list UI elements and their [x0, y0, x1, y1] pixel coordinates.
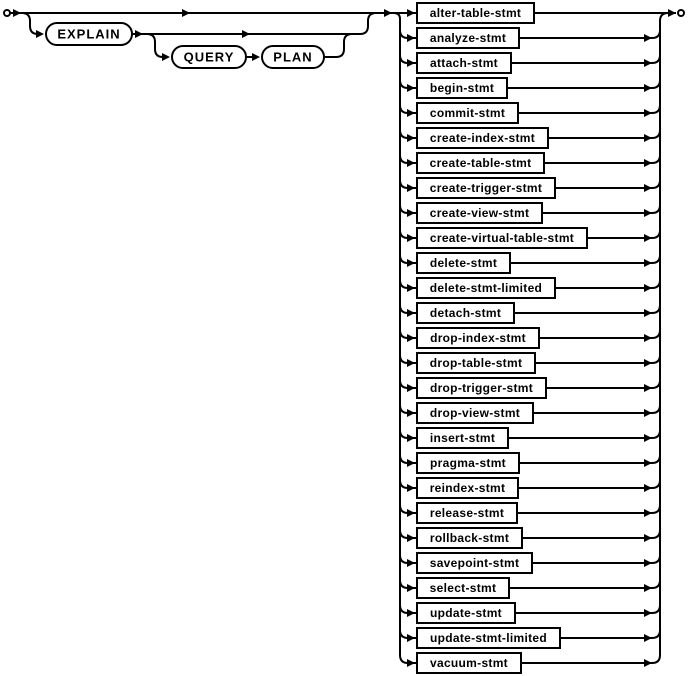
rail-curve	[652, 655, 660, 663]
rail-curve	[400, 430, 408, 438]
arrowhead-icon	[407, 559, 415, 567]
nonterminal-create-index-stmt-label: create-index-stmt	[429, 131, 536, 146]
arrowhead-icon	[644, 484, 652, 492]
arrowhead-icon	[644, 309, 652, 317]
nonterminal-create-view-stmt[interactable]	[417, 203, 542, 223]
start-terminal-icon	[4, 10, 10, 16]
rail-curve	[360, 13, 376, 34]
arrowhead-icon	[407, 109, 415, 117]
nonterminal-update-stmt-limited[interactable]	[417, 628, 560, 648]
nonterminal-vacuum-stmt-label: vacuum-stmt	[430, 656, 508, 671]
arrowhead-icon	[644, 109, 652, 117]
nonterminal-detach-stmt-label: detach-stmt	[429, 306, 502, 321]
rail-curve	[652, 180, 660, 188]
arrowhead-icon	[407, 134, 415, 142]
rail-curve	[652, 280, 660, 288]
rail-curve	[652, 455, 660, 463]
rail-curve	[400, 80, 408, 88]
rail-curve	[400, 255, 408, 263]
rail-curve	[400, 555, 408, 563]
nonterminal-alter-table-stmt-label: alter-table-stmt	[429, 6, 522, 21]
rail-curve	[400, 305, 408, 313]
nonterminal-create-trigger-stmt[interactable]	[417, 178, 555, 198]
nonterminal-commit-stmt-label: commit-stmt	[429, 106, 506, 121]
arrowhead-icon	[644, 334, 652, 342]
arrowhead-icon	[407, 534, 415, 542]
rail-curve	[660, 13, 668, 21]
nonterminal-release-stmt-label: release-stmt	[429, 506, 505, 521]
arrowhead-icon	[407, 634, 415, 642]
rail-curve	[652, 605, 660, 613]
arrowhead-icon	[407, 434, 415, 442]
nonterminal-analyze-stmt-label: analyze-stmt	[429, 31, 507, 46]
nonterminal-savepoint-stmt-label: savepoint-stmt	[429, 556, 520, 571]
rail-curve	[400, 330, 408, 338]
nonterminal-drop-index-stmt[interactable]	[417, 328, 539, 348]
rail-curve	[652, 430, 660, 438]
rail-curve	[400, 505, 408, 513]
arrowhead-icon	[407, 384, 415, 392]
rail-curve	[400, 55, 408, 63]
nonterminal-commit-stmt[interactable]	[417, 103, 518, 123]
nonterminal-detach-stmt[interactable]	[417, 303, 514, 323]
arrowhead-icon	[644, 559, 652, 567]
arrowhead-icon	[644, 234, 652, 242]
arrowhead-icon	[407, 284, 415, 292]
rail-curve	[400, 380, 408, 388]
arrowhead-icon	[644, 184, 652, 192]
arrowhead-icon	[644, 159, 652, 167]
nonterminal-analyze-stmt[interactable]	[417, 28, 519, 48]
nonterminal-create-table-stmt[interactable]	[417, 153, 544, 173]
arrowhead-icon	[644, 384, 652, 392]
arrowhead-icon	[644, 84, 652, 92]
node-boxes	[46, 3, 587, 673]
arrowhead-icon	[407, 84, 415, 92]
nonterminal-begin-stmt-label: begin-stmt	[429, 81, 495, 96]
nonterminal-drop-table-stmt[interactable]	[417, 353, 535, 373]
nonterminal-drop-table-stmt-label: drop-table-stmt	[429, 356, 523, 371]
arrowhead-icon	[644, 259, 652, 267]
nonterminal-drop-index-stmt-label: drop-index-stmt	[430, 331, 526, 346]
arrowhead-icon	[242, 30, 250, 38]
arrowhead-icon	[162, 53, 170, 61]
nonterminal-drop-trigger-stmt[interactable]	[417, 378, 546, 398]
rail-curve	[652, 530, 660, 538]
terminal-query-label: QUERY	[183, 49, 235, 65]
end-terminal-icon	[678, 10, 684, 16]
rail-curve	[652, 30, 660, 38]
arrowhead-icon	[407, 209, 415, 217]
arrowhead-icon	[644, 634, 652, 642]
rail-curve	[400, 530, 408, 538]
rail-curve	[400, 605, 408, 613]
rail-curve	[400, 280, 408, 288]
nonterminal-delete-stmt[interactable]	[417, 253, 510, 273]
nonterminal-insert-stmt[interactable]	[417, 428, 508, 448]
nonterminal-reindex-stmt-label: reindex-stmt	[429, 481, 506, 496]
rail-curve	[652, 105, 660, 113]
arrowhead-icon	[384, 9, 392, 17]
arrowhead-icon	[644, 434, 652, 442]
arrowhead-icon	[644, 34, 652, 42]
rail-curve	[147, 34, 163, 57]
rail-curve	[652, 630, 660, 638]
nonterminal-update-stmt-limited-label: update-stmt-limited	[429, 631, 548, 646]
rail-curve	[652, 580, 660, 588]
arrowhead-icon	[644, 659, 652, 667]
rail-curve	[22, 13, 38, 34]
nonterminal-pragma-stmt[interactable]	[417, 453, 519, 473]
arrowhead-icon	[407, 509, 415, 517]
rail-curve	[400, 230, 408, 238]
nonterminal-release-stmt[interactable]	[417, 503, 517, 523]
rail-curve	[400, 130, 408, 138]
arrowhead-icon	[13, 9, 21, 17]
nonterminal-select-stmt-label: select-stmt	[429, 581, 497, 596]
rail-curve	[652, 130, 660, 138]
terminal-query	[172, 46, 246, 68]
rail-curve	[652, 80, 660, 88]
arrowhead-icon	[182, 9, 190, 17]
nonterminal-create-trigger-stmt-label: create-trigger-stmt	[429, 181, 543, 196]
arrowhead-icon	[644, 584, 652, 592]
nonterminal-create-virtual-table-stmt-label: create-virtual-table-stmt	[429, 231, 575, 246]
rail-curve	[652, 255, 660, 263]
arrowhead-icon	[644, 609, 652, 617]
arrowhead-icon	[668, 9, 676, 17]
nonterminal-drop-trigger-stmt-label: drop-trigger-stmt	[429, 381, 534, 396]
arrowhead-icon	[407, 334, 415, 342]
arrowhead-icon	[407, 259, 415, 267]
rail-curve	[400, 580, 408, 588]
arrowhead-icon	[644, 134, 652, 142]
arrowhead-icon	[407, 309, 415, 317]
rail-curve	[652, 330, 660, 338]
rail-curve	[400, 355, 408, 363]
nonterminal-reindex-stmt[interactable]	[417, 478, 518, 498]
nonterminal-update-stmt-label: update-stmt	[430, 606, 502, 621]
arrowhead-icon	[407, 459, 415, 467]
nonterminal-drop-view-stmt-label: drop-view-stmt	[429, 406, 521, 421]
connector-lines	[10, 13, 676, 663]
nonterminal-drop-view-stmt[interactable]	[417, 403, 533, 423]
terminal-explain	[46, 23, 132, 45]
terminal-plan	[262, 46, 324, 68]
nonterminal-delete-stmt-limited-label: delete-stmt-limited	[429, 281, 543, 296]
rail-curve	[652, 505, 660, 513]
arrowhead-icon	[644, 284, 652, 292]
arrowhead-icon	[135, 30, 143, 38]
rail-curve	[400, 630, 408, 638]
nonterminal-savepoint-stmt[interactable]	[417, 553, 532, 573]
nonterminal-insert-stmt-label: insert-stmt	[429, 431, 496, 446]
arrowhead-icon	[644, 359, 652, 367]
rail-curve	[394, 13, 400, 19]
arrowhead-icon	[644, 209, 652, 217]
arrowhead-icon	[407, 484, 415, 492]
arrowhead-icon	[644, 409, 652, 417]
rail-curve	[652, 555, 660, 563]
arrowhead-icon	[407, 359, 415, 367]
nonterminal-rollback-stmt-label: rollback-stmt	[429, 531, 510, 546]
arrowhead-icon	[407, 234, 415, 242]
arrowhead-icon	[36, 30, 44, 38]
nonterminal-rollback-stmt[interactable]	[417, 528, 522, 548]
rail-curve	[400, 105, 408, 113]
rail-curve	[336, 34, 352, 57]
rail-curve	[652, 305, 660, 313]
arrowhead-icon	[407, 659, 415, 667]
rail-curve	[652, 480, 660, 488]
arrowhead-icon	[644, 534, 652, 542]
rail-curve	[400, 455, 408, 463]
rail-curve	[652, 55, 660, 63]
arrowhead-icon	[407, 584, 415, 592]
arrowhead-icon	[407, 184, 415, 192]
rail-curve	[400, 655, 408, 663]
arrowhead-icon	[644, 59, 652, 67]
rail-curve	[400, 155, 408, 163]
arrowhead-icon	[644, 509, 652, 517]
rail-curve	[652, 405, 660, 413]
rail-curve	[400, 205, 408, 213]
nonterminal-update-stmt[interactable]	[417, 603, 515, 623]
nonterminal-delete-stmt-label: delete-stmt	[429, 256, 498, 271]
rail-curve	[400, 30, 408, 38]
rail-curve	[652, 355, 660, 363]
nonterminal-delete-stmt-limited[interactable]	[417, 278, 555, 298]
rail-curve	[652, 380, 660, 388]
arrowhead-icon	[407, 9, 415, 17]
nonterminal-create-table-stmt-label: create-table-stmt	[429, 156, 532, 171]
arrowhead-icon	[407, 609, 415, 617]
arrowhead-icon	[407, 409, 415, 417]
nonterminal-create-view-stmt-label: create-view-stmt	[429, 206, 530, 221]
rail-curve	[400, 180, 408, 188]
arrowhead-icon	[407, 59, 415, 67]
arrowhead-icon	[252, 53, 260, 61]
nonterminal-alter-table-stmt[interactable]	[417, 3, 534, 23]
nonterminal-begin-stmt[interactable]	[417, 78, 507, 98]
nonterminal-pragma-stmt-label: pragma-stmt	[430, 456, 506, 471]
nonterminal-vacuum-stmt[interactable]	[417, 653, 521, 673]
nonterminal-create-index-stmt[interactable]	[417, 128, 548, 148]
arrowhead-icon	[407, 159, 415, 167]
rail-curve	[652, 155, 660, 163]
nonterminal-attach-stmt-label: attach-stmt	[430, 56, 498, 71]
rail-curve	[400, 405, 408, 413]
nonterminal-attach-stmt[interactable]	[417, 53, 511, 73]
terminal-plan-label: PLAN	[273, 49, 313, 65]
rail-curve	[652, 230, 660, 238]
nonterminal-select-stmt[interactable]	[417, 578, 509, 598]
nonterminal-create-virtual-table-stmt[interactable]	[417, 228, 587, 248]
arrowhead-icon	[644, 459, 652, 467]
rail-curve	[652, 205, 660, 213]
terminal-explain-label: EXPLAIN	[57, 26, 121, 42]
arrowhead-icon	[407, 34, 415, 42]
rail-curve	[400, 480, 408, 488]
